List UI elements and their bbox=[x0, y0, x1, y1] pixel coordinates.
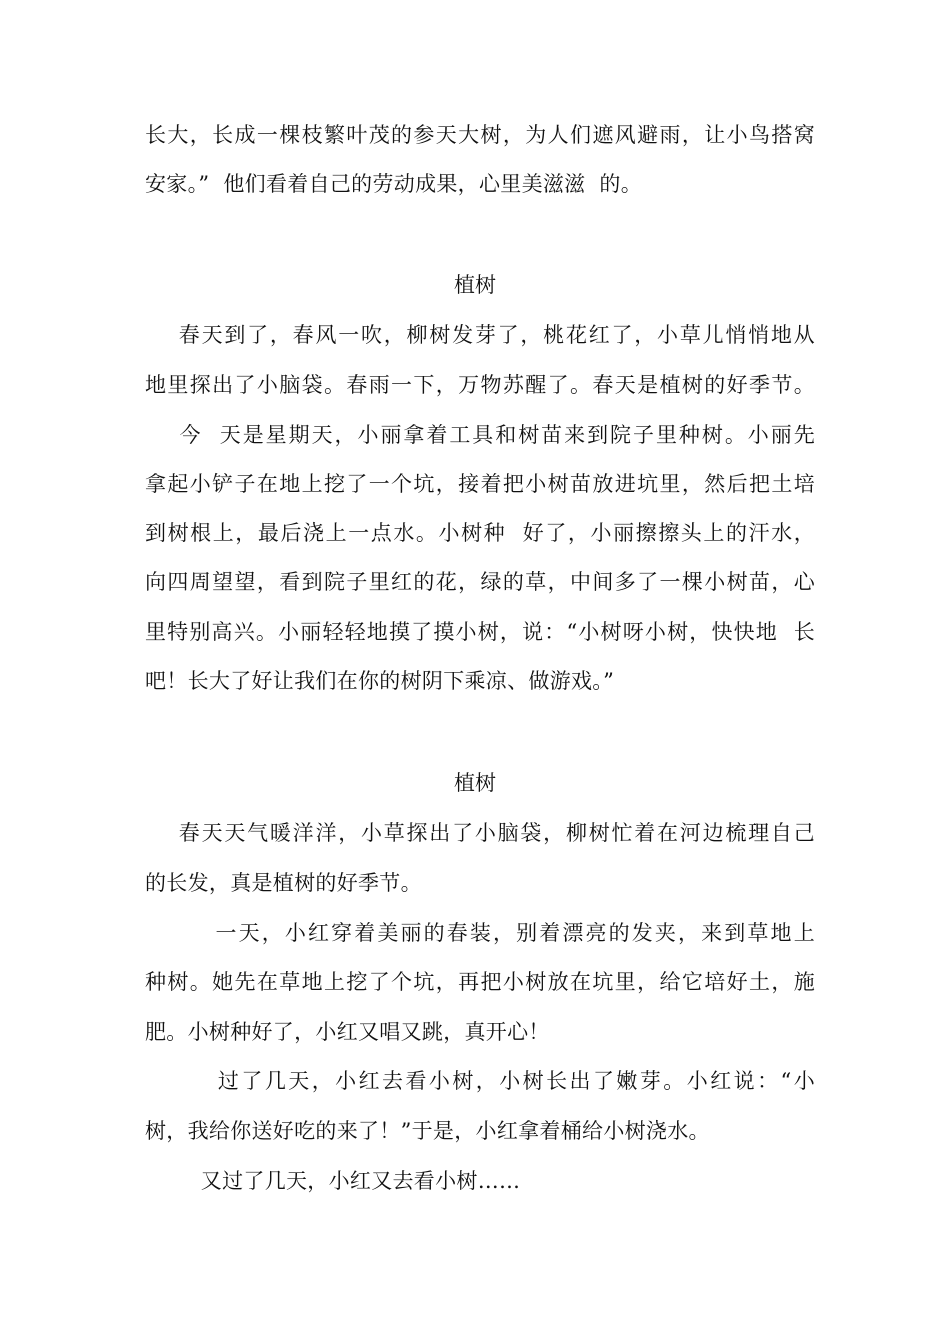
paragraph-line: 种树。她先在草地上挖了个坑，再把小树放在坑里，给它培好土，施 bbox=[145, 970, 815, 994]
paragraph-line: 向四周望望，看到院子里红的花，绿的草，中间多了一棵小树苗，心 bbox=[145, 570, 815, 594]
paragraph-line: 一天，小红穿着美丽的春装，别着漂亮的发夹，来到草地上 bbox=[145, 921, 815, 945]
paragraph-line: 安家。” 他们看着自己的劳动成果，心里美滋滋 的。 bbox=[145, 172, 643, 196]
paragraph-line: 拿起小铲子在地上挖了一个坑，接着把小树苗放进坑里，然后把土培 bbox=[145, 472, 815, 496]
section-title: 植树 bbox=[454, 273, 496, 297]
paragraph-line: 吧！长大了好让我们在你的树阴下乘凉、做游戏。” bbox=[145, 669, 615, 693]
paragraph-line: 春天天气暖洋洋，小草探出了小脑袋，柳树忙着在河边梳理自己 bbox=[145, 821, 815, 845]
paragraph-line: 里特别高兴。小丽轻轻地摸了摸小树，说：“小树呀小树，快快地 长 bbox=[145, 620, 815, 644]
paragraph-line: 长大，长成一棵枝繁叶茂的参天大树，为人们遮风避雨，让小鸟搭窝 bbox=[145, 123, 815, 147]
paragraph-line: 过了几天，小红去看小树，小树长出了嫩芽。小红说：“小 bbox=[145, 1069, 815, 1093]
paragraph-line: 的长发，真是植树的好季节。 bbox=[145, 871, 422, 895]
section-title: 植树 bbox=[454, 771, 496, 795]
paragraph-line: 到树根上，最后浇上一点水。小树种 好了，小丽擦擦头上的汗水， bbox=[145, 521, 815, 545]
paragraph-line: 树，我给你送好吃的来了！”于是，小红拿着桶给小树浇水。 bbox=[145, 1119, 710, 1143]
paragraph-line: 今 天是星期天，小丽拿着工具和树苗来到院子里种树。小丽先 bbox=[145, 423, 815, 447]
paragraph-line: 又过了几天，小红又去看小树…… bbox=[145, 1169, 521, 1193]
paragraph-line: 肥。小树种好了，小红又唱又跳，真开心！ bbox=[145, 1020, 550, 1044]
paragraph-line: 春天到了，春风一吹，柳树发芽了，桃花红了，小草儿悄悄地从 bbox=[145, 323, 815, 347]
paragraph-line: 地里探出了小脑袋。春雨一下，万物苏醒了。春天是植树的好季节。 bbox=[145, 373, 815, 397]
